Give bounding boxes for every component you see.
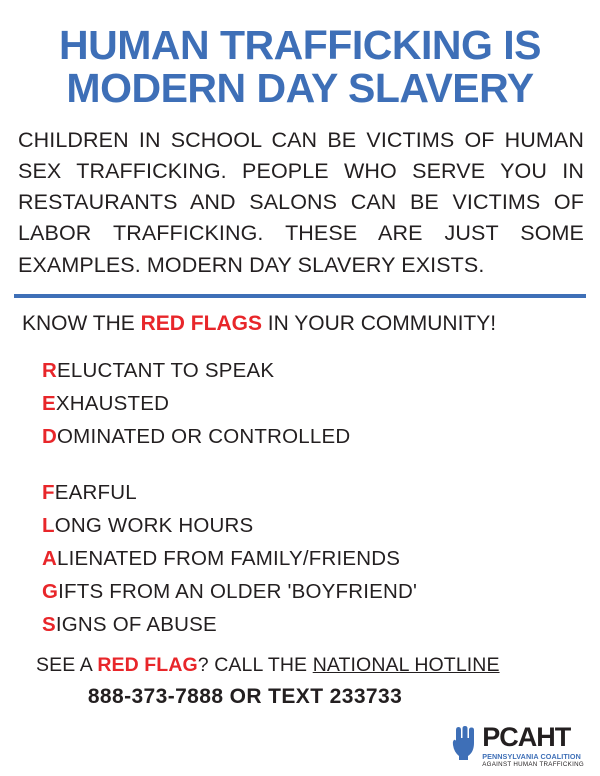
list-item	[42, 542, 586, 575]
flag-text: OMINATED OR CONTROLLED	[57, 425, 351, 449]
flag-initial: A	[42, 546, 58, 570]
flag-initial: G	[42, 580, 59, 604]
list-item	[42, 354, 586, 387]
list-item	[42, 420, 586, 453]
hand-icon	[452, 726, 478, 760]
flag-initial: D	[42, 425, 58, 449]
logo-text-block	[482, 721, 584, 768]
flag-initial: E	[42, 392, 56, 416]
flag-initial: S	[42, 613, 56, 637]
cta-text-before: SEE A	[36, 653, 98, 676]
flag-text: IFTS FROM AN OLDER 'BOYFRIEND'	[58, 580, 418, 604]
know-text-after: IN YOUR COMMUNITY!	[261, 311, 497, 335]
pcaht-logo	[452, 721, 584, 768]
national-hotline-link[interactable]: NATIONAL HOTLINE	[312, 653, 500, 676]
headline-line-1: HUMAN TRAFFICKING IS	[59, 22, 541, 68]
page-title	[14, 24, 586, 111]
red-flags-list	[42, 354, 586, 642]
flag-initial: R	[42, 358, 58, 382]
flag-text: ELUCTANT TO SPEAK	[57, 358, 275, 382]
flag-text: EARFUL	[54, 480, 137, 504]
logo-subtitle-1: PENNSYLVANIA COALITION	[482, 751, 581, 761]
list-item	[42, 476, 586, 509]
hotline-phone-number[interactable]: 888-373-7888 OR TEXT 233733	[87, 684, 403, 708]
flag-text: IGNS OF ABUSE	[55, 613, 217, 637]
flag-text: ONG WORK HOURS	[54, 513, 254, 537]
cta-highlight: RED FLAG	[97, 653, 198, 676]
cta-text-middle: ? CALL THE	[197, 653, 313, 676]
list-item	[42, 575, 586, 608]
know-red-flags-heading	[22, 311, 586, 336]
call-to-action	[36, 654, 586, 677]
know-text-highlight: RED FLAGS	[140, 311, 262, 335]
flag-text: XHAUSTED	[55, 392, 170, 416]
flag-text: LIENATED FROM FAMILY/FRIENDS	[57, 546, 401, 570]
logo-name: PCAHT	[482, 721, 571, 752]
list-item	[42, 509, 586, 542]
intro-paragraph: CHILDREN IN SCHOOL CAN BE VICTIMS OF HUMAN SEX TRAFFICKING. PEOPLE WHO SERVE YOU IN RESTAURANTS AND SALONS CAN BE VICTIMS OF LABOR TRAFFICKING. THESE ARE JUST SOME EXAMPLES. MODERN DAY SLAVERY EXISTS.	[18, 127, 584, 277]
list-item	[42, 387, 586, 420]
logo-subtitle-2: AGAINST HUMAN TRAFFICKING	[482, 760, 584, 768]
flag-initial: F	[42, 480, 55, 504]
know-text-before: KNOW THE	[22, 311, 141, 335]
list-spacer	[42, 454, 586, 476]
list-item	[42, 608, 586, 641]
headline-line-2: MODERN DAY SLAVERY	[66, 65, 534, 112]
flag-initial: L	[42, 513, 55, 537]
section-divider	[14, 294, 586, 298]
